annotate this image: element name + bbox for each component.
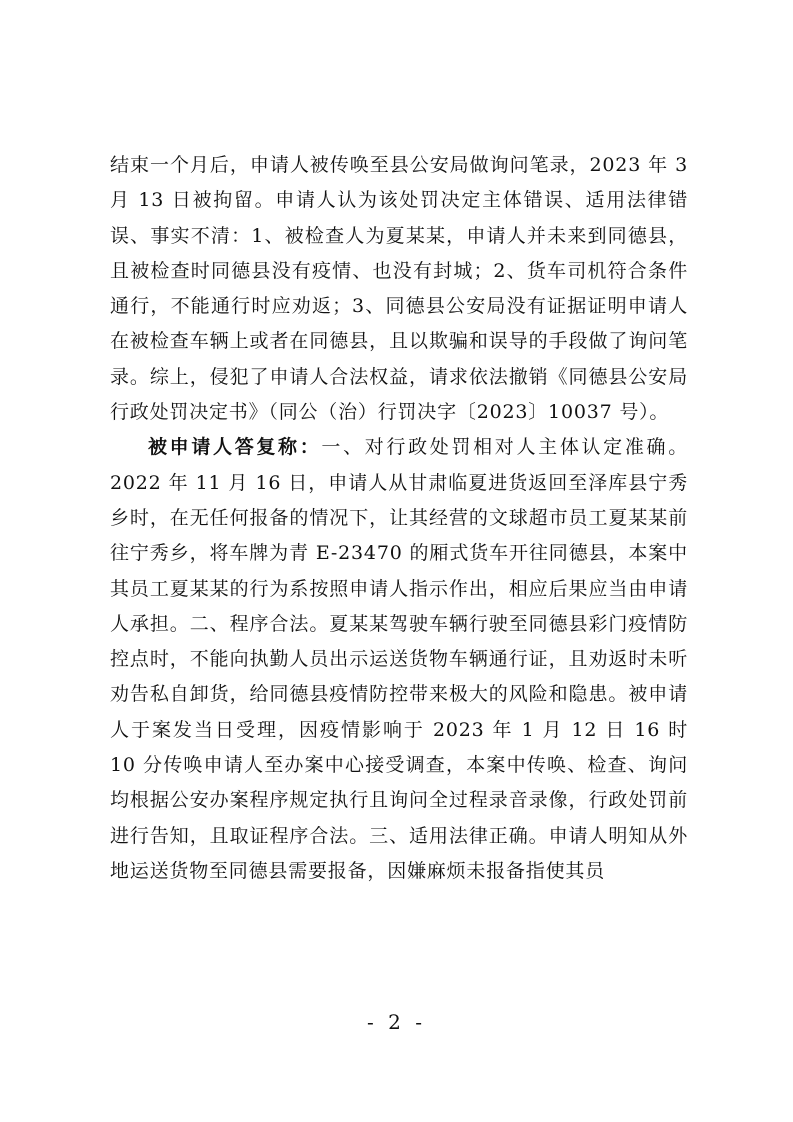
respondent-reply-heading: 被申请人答复称： [148,436,322,459]
document-body [110,148,688,889]
paragraph-applicant-claim: 结束一个月后，申请人被传唤至县公安局做询问笔录，2023 年 3 月 13 日被拘留。申请人认为该处罚决定主体错误、适用法律错误、事实不清：1、被检查人为夏某某，申请人并未来到同德县，且被检查时同德县没有疫情、也没有封城；2、货车司机符合条件通行，不能通行时应劝返；3、同德县公安局没有证据证明申请人在被检查车辆上或者在同德县，且以欺骗和误导的手段做了询问笔录。综上，侵犯了申请人合法权益，请求依法撤销《同德县公安局行政处罚决定书》（同公（治）行罚决字〔2023〕10037 号）。 [110,154,688,424]
respondent-reply-text: 一、对行政处罚相对人主体认定准确。2022 年 11 月 16 日，申请人从甘肃临夏进货返回至泽库县宁秀乡时，在无任何报备的情况下，让其经营的文球超市员工夏某某前往宁秀乡，将车牌为青 E-23470 的厢式货车开往同德县，本案中其员工夏某某的行为系按照申请人指示作出，相应后果应当由申请人承担。二、程序合法。夏某某驾驶车辆行驶至同德县彩门疫情防控点时，不能向执勤人员出示运送货物车辆通行证，且劝返时未听劝告私自卸货，给同德县疫情防控带来极大的风险和隐患。被申请人于案发当日受理，因疫情影响于 2023 年 1 月 12 日 16 时 10 分传唤申请人至办案中心接受调查，本案中传唤、检查、询问均根据公安办案程序规定执行且询问全过程录音录像，行政处罚前进行告知，且取证程序合法。三、适用法律正确。申请人明知从外地运送货物至同德县需要报备，因嫌麻烦未报备指使其员 [110,436,688,882]
paragraph-respondent-reply [110,430,688,889]
page-number: - 2 - [367,1010,426,1034]
